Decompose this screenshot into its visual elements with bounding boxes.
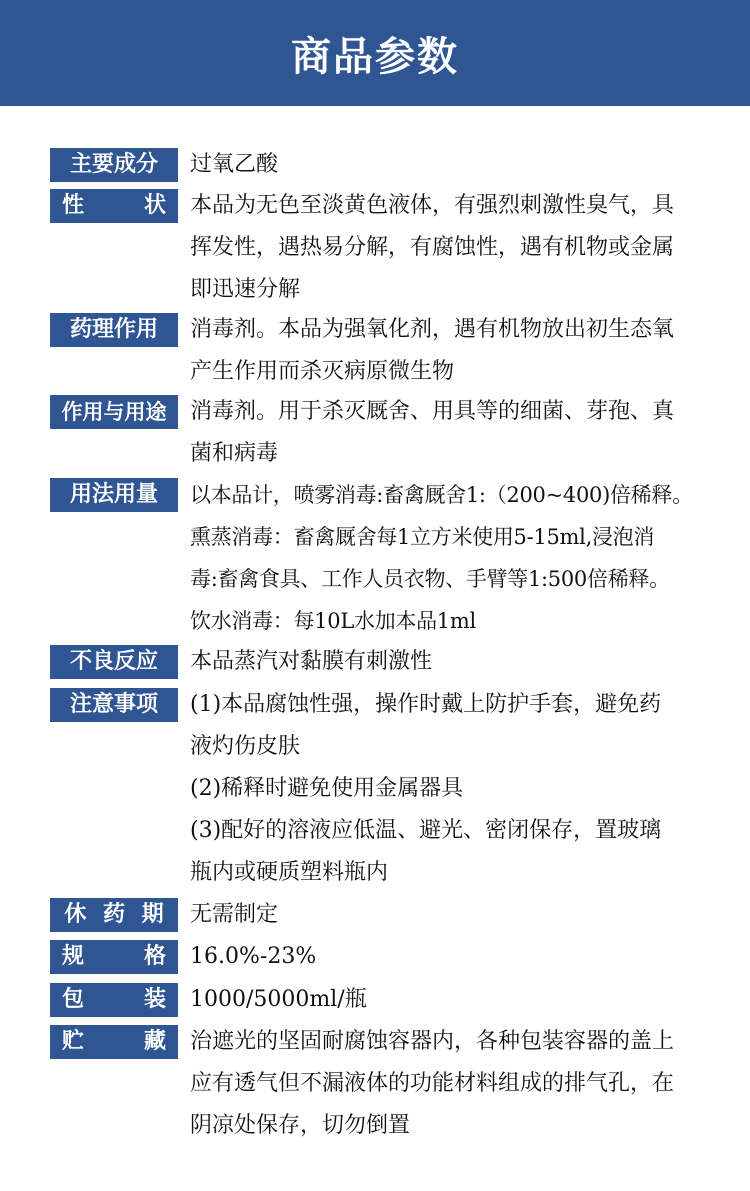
value-line: 阴凉处保存，切勿倒置 bbox=[190, 1113, 411, 1138]
row-value bbox=[190, 309, 750, 393]
label-char: 休 bbox=[64, 902, 87, 927]
value-line: 消毒剂。本品为强氧化剂，遇有机物放出初生态氧 bbox=[190, 317, 675, 342]
row-value bbox=[190, 894, 750, 936]
row-value bbox=[190, 1021, 750, 1147]
value-line: 无需制定 bbox=[190, 902, 279, 927]
row-value bbox=[190, 391, 750, 475]
row-label bbox=[50, 898, 178, 932]
value-line: 治遮光的坚固耐腐蚀容器内，各种包装容器的盖上 bbox=[190, 1029, 675, 1054]
value-line: (3)配好的溶液应低温、避光、密闭保存，置玻璃 bbox=[190, 818, 662, 843]
value-line: 过氧乙酸 bbox=[190, 152, 279, 177]
row-value bbox=[190, 979, 750, 1021]
row-value bbox=[190, 185, 750, 311]
row-label: 药理作用 bbox=[50, 313, 178, 347]
row-label bbox=[50, 1025, 178, 1059]
row-label bbox=[50, 983, 178, 1017]
value-line: 本品为无色至淡黄色液体，有强烈刺激性臭气，具 bbox=[190, 193, 675, 218]
value-line: 饮水消毒：每10L水加本品1ml bbox=[190, 609, 476, 633]
value-line: 本品蒸汽对黏膜有刺激性 bbox=[190, 649, 433, 674]
label-char: 规 bbox=[62, 944, 85, 969]
label-char: 期 bbox=[141, 902, 164, 927]
label-char: 包 bbox=[62, 987, 85, 1012]
row-value bbox=[190, 144, 750, 186]
label-char: 格 bbox=[143, 944, 166, 969]
label-char: 性 bbox=[62, 193, 85, 218]
value-line: 产生作用而杀灭病原微生物 bbox=[190, 359, 455, 384]
value-line: 以本品计，喷雾消毒:畜禽厩舍1:（200~400)倍稀释。 bbox=[190, 483, 693, 507]
label-char: 装 bbox=[143, 987, 166, 1012]
row-value bbox=[190, 474, 750, 642]
value-line: 16.0%-23% bbox=[190, 944, 317, 969]
row-label: 不良反应 bbox=[50, 645, 178, 679]
value-line: (2)稀释时避免使用金属器具 bbox=[190, 776, 464, 801]
value-line: 消毒剂。用于杀灭厩舍、用具等的细菌、芽孢、真 bbox=[190, 399, 675, 424]
label-char: 药 bbox=[102, 902, 125, 927]
row-label: 注意事项 bbox=[50, 688, 178, 722]
value-line: 菌和病毒 bbox=[190, 441, 279, 466]
row-value bbox=[190, 684, 750, 894]
value-line: 挥发性，遇热易分解，有腐蚀性，遇有机物或金属 bbox=[190, 235, 675, 260]
page-title: 商品参数 bbox=[291, 32, 459, 80]
header-banner bbox=[0, 0, 750, 106]
value-line: 即迅速分解 bbox=[190, 277, 301, 302]
value-line: 毒:畜禽食具、工作人员衣物、手臂等1:500倍稀释。 bbox=[190, 567, 670, 591]
label-char: 状 bbox=[143, 193, 166, 218]
row-value bbox=[190, 641, 750, 683]
value-line: 瓶内或硬质塑料瓶内 bbox=[190, 860, 389, 885]
value-line: 熏蒸消毒：畜禽厩舍每1立方米使用5-15ml,浸泡消 bbox=[190, 525, 655, 549]
row-label: 用法用量 bbox=[50, 478, 178, 512]
value-line: 应有透气但不漏液体的功能材料组成的排气孔，在 bbox=[190, 1071, 675, 1096]
row-label: 主要成分 bbox=[50, 148, 178, 182]
value-line: (1)本品腐蚀性强，操作时戴上防护手套，避免药 bbox=[190, 692, 662, 717]
label-char: 贮 bbox=[62, 1029, 85, 1054]
label-char: 藏 bbox=[143, 1029, 166, 1054]
row-label bbox=[50, 189, 178, 223]
row-label: 作用与用途 bbox=[50, 395, 178, 429]
row-value bbox=[190, 936, 750, 978]
value-line: 液灼伤皮肤 bbox=[190, 734, 301, 759]
row-label bbox=[50, 940, 178, 974]
value-line: 1000/5000ml/瓶 bbox=[190, 987, 367, 1012]
